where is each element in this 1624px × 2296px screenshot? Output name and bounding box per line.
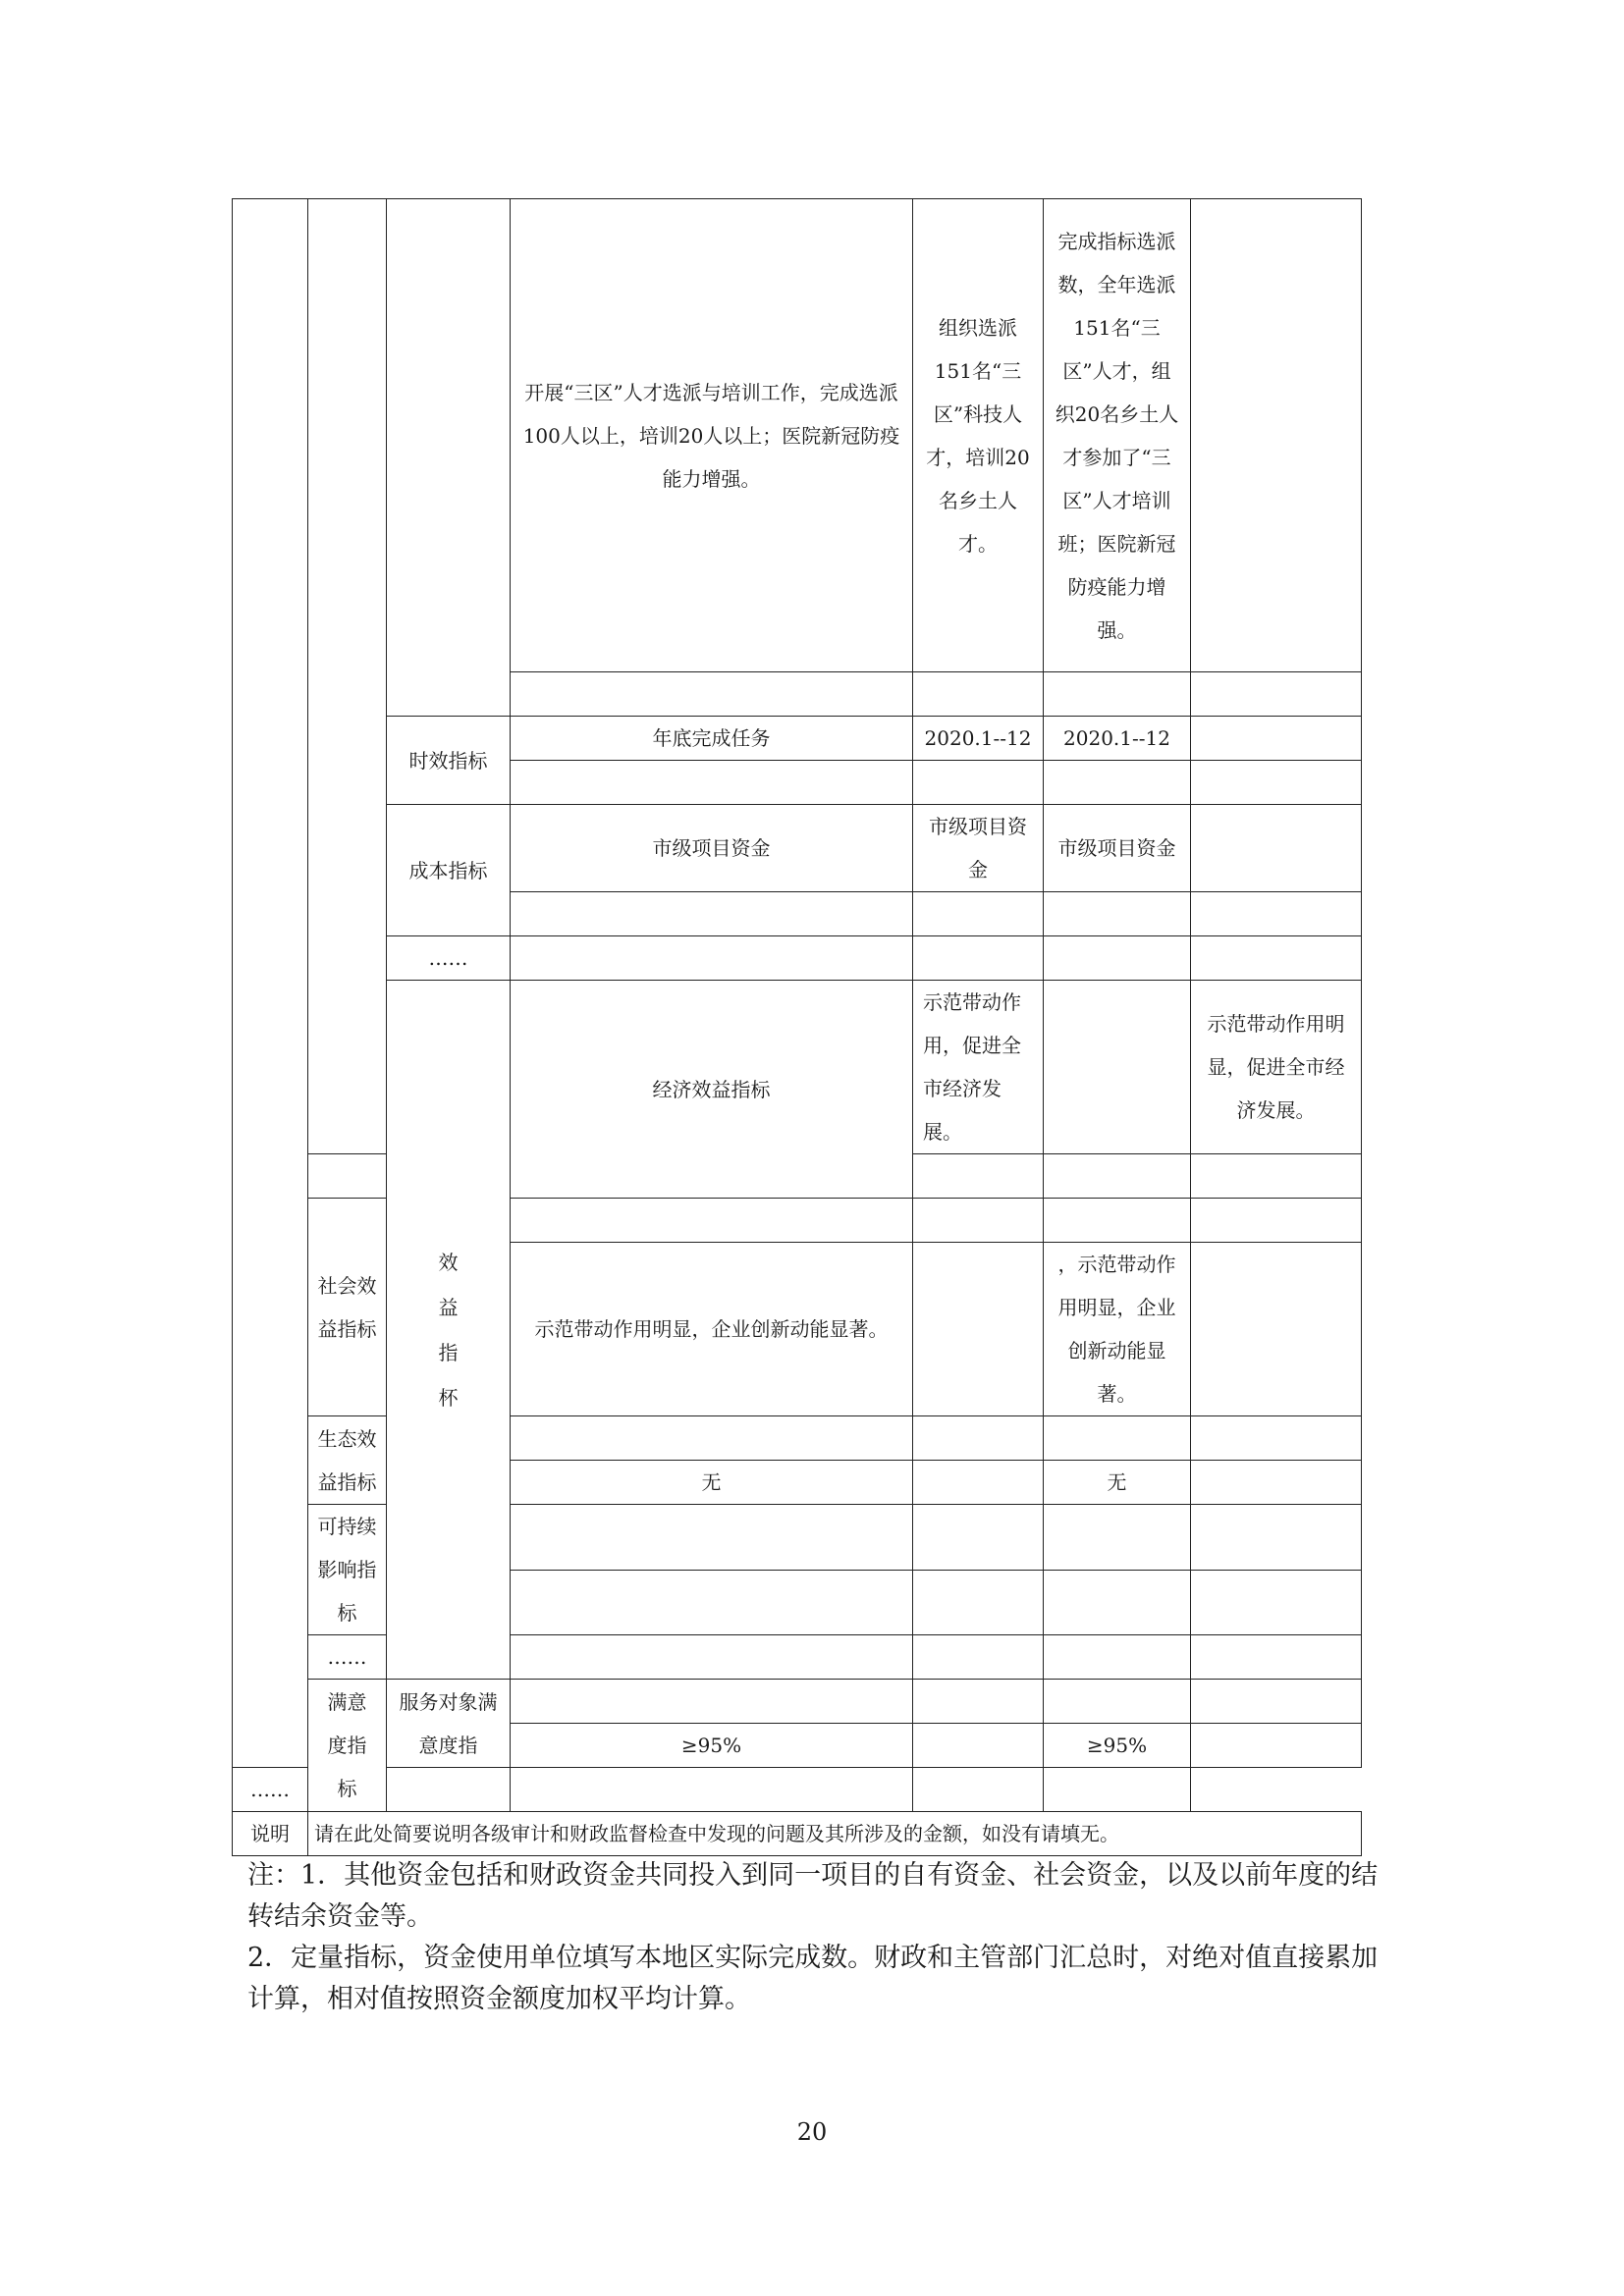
empty-cell <box>1044 1635 1191 1680</box>
social-benefit-goal-cell: 示范带动作用明显，企业创新动能显著。 <box>511 1243 913 1416</box>
economic-benefit-label: 经济效益指标 <box>511 981 913 1199</box>
empty-cell <box>1044 981 1191 1154</box>
empty-cell <box>1191 761 1362 805</box>
footnotes <box>247 1855 1386 2020</box>
empty-cell <box>913 761 1044 805</box>
ecological-benefit-goal-cell: 无 <box>511 1461 913 1505</box>
benefit-indicator-group-label <box>387 981 511 1680</box>
empty-cell <box>1044 1154 1191 1199</box>
empty-cell <box>913 672 1044 717</box>
empty-cell <box>1044 1416 1191 1461</box>
empty-cell <box>1191 936 1362 981</box>
empty-cell <box>511 672 913 717</box>
output-sub-indicator-label <box>387 199 511 717</box>
empty-cell <box>511 892 913 936</box>
empty-cell <box>913 1416 1044 1461</box>
table-left-margin-column <box>233 199 308 1768</box>
empty-cell <box>511 1768 913 1812</box>
empty-cell <box>1191 1199 1362 1243</box>
output-note-cell <box>1191 199 1362 672</box>
empty-cell <box>1044 761 1191 805</box>
timeliness-goal-cell: 年底完成任务 <box>511 717 913 761</box>
empty-cell <box>1044 1570 1191 1635</box>
empty-cell <box>1191 1461 1362 1505</box>
empty-cell <box>913 936 1044 981</box>
ecological-benefit-actual-cell: 无 <box>1044 1461 1191 1505</box>
empty-cell <box>1044 672 1191 717</box>
empty-cell <box>913 1243 1044 1416</box>
empty-cell <box>511 1416 913 1461</box>
cost-indicator-label: 成本指标 <box>387 805 511 936</box>
explanation-text: 请在此处简要说明各级审计和财政监督检查中发现的问题及其所涉及的金额，如没有请填无。 <box>308 1812 1362 1856</box>
output-actual-cell: 完成指标选派数，全年选派151名“三区”人才，组织20名乡土人才参加了“三区”人才培训班；医院新冠防疫能力增强。 <box>1044 199 1191 672</box>
footnote-2: 2．定量指标，资金使用单位填写本地区实际完成数。财政和主管部门汇总时，对绝对值直接累加计算，相对值按照资金额度加权平均计算。 <box>247 1943 1379 2014</box>
social-benefit-label: 社会效益指标 <box>308 1199 387 1416</box>
cost-plan-cell: 市级项目资金 <box>913 805 1044 892</box>
empty-cell <box>1191 1635 1362 1680</box>
cost-actual-cell: 市级项目资金 <box>1044 805 1191 892</box>
empty-cell <box>511 1680 913 1724</box>
satisfaction-indicator-label: 服务对象满意度指 <box>387 1680 511 1768</box>
empty-cell <box>913 1635 1044 1680</box>
empty-cell <box>387 1768 511 1812</box>
cost-goal-cell: 市级项目资金 <box>511 805 913 892</box>
empty-cell <box>1191 1724 1362 1768</box>
benefit-indicator-group-text: 效益指杯 <box>438 1250 459 1410</box>
social-benefit-actual-cell: ，示范带动作用明显，企业创新动能显著。 <box>1044 1243 1191 1416</box>
empty-cell <box>913 1570 1044 1635</box>
empty-cell <box>511 1505 913 1571</box>
timeliness-plan-cell: 2020.1--12 <box>913 717 1044 761</box>
empty-cell <box>913 1505 1044 1571</box>
empty-cell <box>913 1724 1044 1768</box>
empty-cell <box>913 1768 1044 1812</box>
empty-cell <box>1191 1505 1362 1571</box>
satisfaction-actual-cell: ≥95% <box>1044 1724 1191 1768</box>
empty-cell <box>1191 717 1362 761</box>
output-goal-cell: 开展“三区”人才选派与培训工作，完成选派100人以上，培训20人以上；医院新冠防疫能力增强。 <box>511 199 913 672</box>
performance-indicator-table <box>232 198 1362 1856</box>
empty-cell <box>913 1199 1044 1243</box>
benefit-ellipsis: …… <box>308 1635 387 1680</box>
satisfaction-goal-cell: ≥95% <box>511 1724 913 1768</box>
empty-cell <box>511 761 913 805</box>
empty-cell <box>1191 1416 1362 1461</box>
empty-cell <box>913 1154 1044 1199</box>
timeliness-actual-cell: 2020.1--12 <box>1044 717 1191 761</box>
empty-cell <box>913 1461 1044 1505</box>
empty-cell <box>511 936 913 981</box>
empty-cell <box>1044 1768 1191 1812</box>
ecological-benefit-label: 生态效益指标 <box>308 1416 387 1505</box>
timeliness-indicator-label: 时效指标 <box>387 717 511 805</box>
sustainable-impact-label: 可持续影响指标 <box>308 1505 387 1635</box>
empty-cell <box>511 1199 913 1243</box>
empty-cell <box>913 1680 1044 1724</box>
empty-cell <box>511 1570 913 1635</box>
empty-cell <box>1044 1680 1191 1724</box>
empty-cell <box>1191 1570 1362 1635</box>
page-number: 20 <box>796 2118 828 2146</box>
empty-cell <box>913 892 1044 936</box>
empty-cell <box>1191 1680 1362 1724</box>
empty-cell <box>1191 805 1362 892</box>
empty-cell <box>1191 892 1362 936</box>
economic-benefit-goal-cell: 示范带动作用，促进全市经济发展。 <box>913 981 1044 1154</box>
footnote-1: 注：1．其他资金包括和财政资金共同投入到同一项目的自有资金、社会资金，以及以前年度的结转结余资金等。 <box>247 1860 1379 1932</box>
empty-cell <box>1044 892 1191 936</box>
empty-cell <box>1191 1154 1362 1199</box>
satisfaction-group-label: 满意度指标 <box>308 1680 387 1812</box>
empty-cell <box>1044 936 1191 981</box>
output-plan-cell: 组织选派151名“三区”科技人才，培训20名乡土人才。 <box>913 199 1044 672</box>
explanation-label: 说明 <box>233 1812 308 1856</box>
empty-cell <box>1044 1199 1191 1243</box>
empty-cell <box>511 1635 913 1680</box>
satisfaction-ellipsis: …… <box>233 1768 308 1812</box>
output-ellipsis: …… <box>387 936 511 981</box>
empty-cell <box>1191 1243 1362 1416</box>
output-indicator-column <box>308 199 387 1154</box>
economic-benefit-actual-cell: 示范带动作用明显，促进全市经济发展。 <box>1191 981 1362 1154</box>
empty-cell <box>1191 672 1362 717</box>
empty-cell <box>308 1154 387 1199</box>
empty-cell <box>1044 1505 1191 1571</box>
